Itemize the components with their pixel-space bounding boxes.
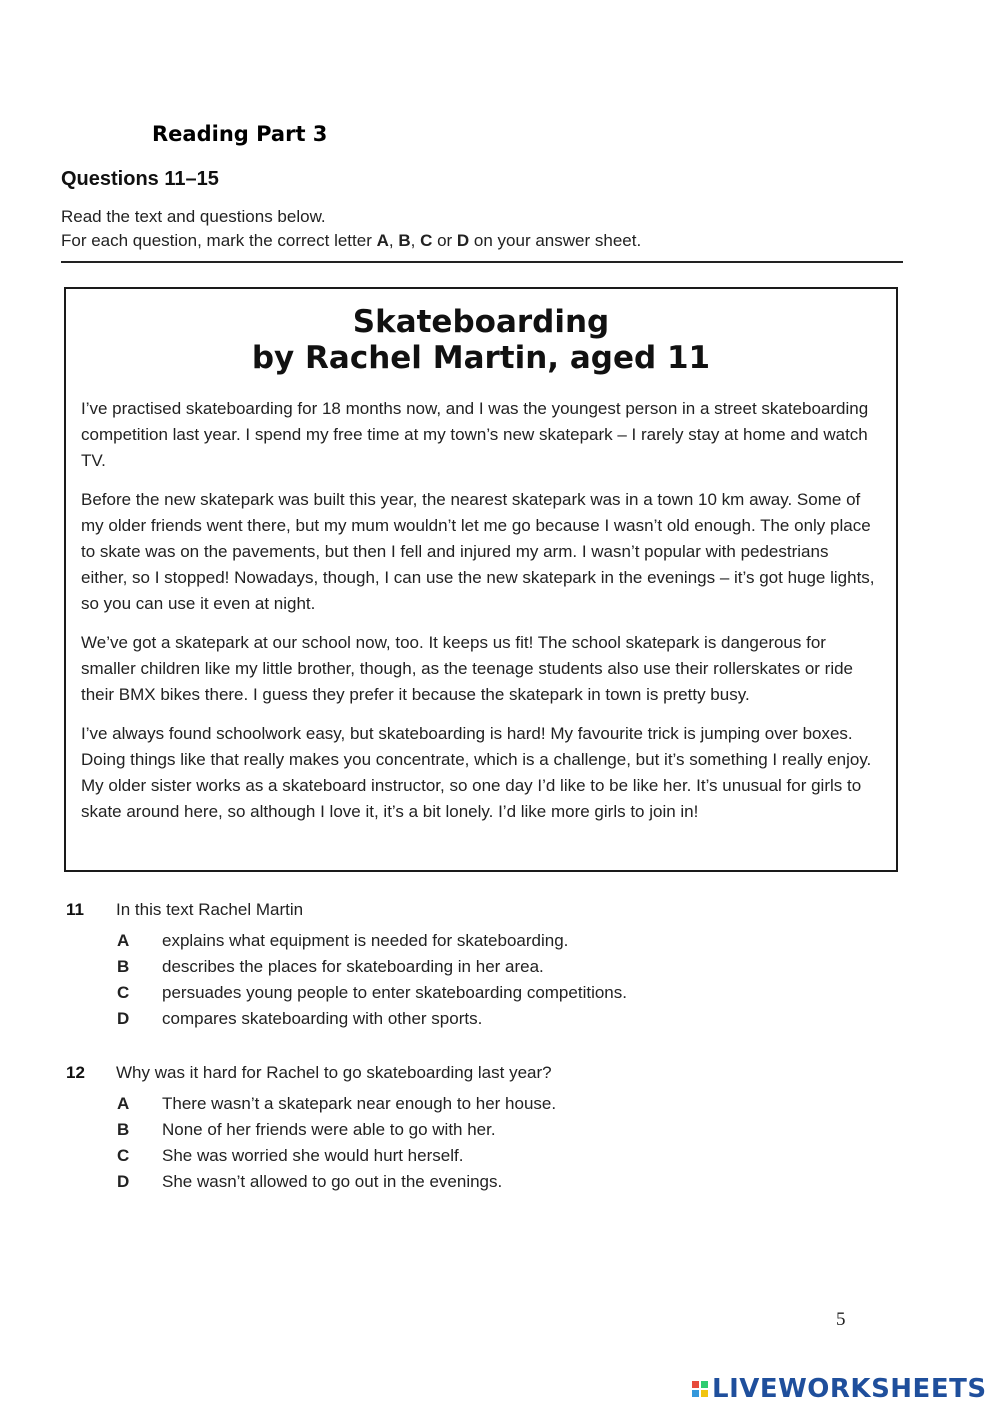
answer-option-a[interactable]	[117, 1091, 866, 1117]
passage-body	[66, 376, 896, 825]
question-header	[66, 900, 866, 920]
instruction-suffix: on your answer sheet.	[469, 231, 642, 250]
brand-name: LIVEWORKSHEETS	[712, 1374, 987, 1404]
logo-square	[701, 1390, 708, 1397]
part-title: Reading Part 3	[152, 122, 328, 146]
separator: ,	[410, 231, 421, 250]
option-text: persuades young people to enter skateboarding competitions.	[162, 983, 627, 1002]
passage-title	[66, 304, 896, 376]
instruction-prefix: For each question, mark the correct letter	[61, 231, 377, 250]
letter-d: D	[456, 231, 470, 250]
option-letter: C	[117, 983, 130, 1002]
question-text: Why was it hard for Rachel to go skateboarding last year?	[116, 1063, 552, 1082]
passage-paragraph: Before the new skatepark was built this year, the nearest skatepark was in a town 10 km away. Some of my older friends went there, but my mum wouldn’t let me go because I wasn’t old enough. The only place to skate was on the pavements, but then I fell and injured my arm. I wasn’t popular with pedestrians either, so I stopped! Nowadays, though, I can use the new skatepark in the evenings – it’s got huge lights, so you can use it even at night.	[81, 490, 875, 613]
option-text: She wasn’t allowed to go out in the evenings.	[162, 1172, 503, 1191]
answer-option-c[interactable]	[117, 980, 866, 1006]
questions-range-heading: Questions 11–15	[61, 168, 219, 190]
logo-square	[692, 1390, 699, 1397]
answer-option-c[interactable]	[117, 1143, 866, 1169]
letter-b: B	[398, 231, 411, 250]
option-letter: B	[117, 1120, 130, 1139]
liveworksheets-logo-icon	[692, 1381, 708, 1397]
question-11	[66, 900, 866, 1032]
liveworksheets-brand[interactable]	[692, 1374, 987, 1404]
question-number: 11	[66, 900, 84, 919]
logo-square	[701, 1381, 708, 1388]
passage-paragraph: We’ve got a skatepark at our school now, too. It keeps us fit! The school skatepark is dangerous for smaller children like my little brother, though, as the teenage students also use their rollerskates or ride their BMX bikes there. I guess they prefer it because the skatepark in town is pretty busy.	[81, 633, 854, 704]
answer-option-b[interactable]	[117, 1117, 866, 1143]
answer-options	[117, 1091, 866, 1195]
option-text: None of her friends were able to go with her.	[162, 1120, 496, 1139]
instruction-line-2	[61, 231, 641, 251]
divider-rule	[61, 261, 903, 263]
or-word: or	[432, 231, 457, 250]
passage-box	[64, 287, 898, 872]
passage-title-line-1: Skateboarding	[352, 304, 610, 340]
question-12	[66, 1063, 866, 1195]
answer-options	[117, 928, 866, 1032]
question-number: 12	[66, 1063, 85, 1082]
option-letter: D	[117, 1172, 130, 1191]
option-letter: A	[117, 931, 130, 950]
letter-c: C	[420, 231, 433, 250]
option-text: There wasn’t a skatepark near enough to her house.	[162, 1094, 557, 1113]
option-letter: B	[117, 957, 130, 976]
option-text: explains what equipment is needed for skateboarding.	[162, 931, 569, 950]
option-text: describes the places for skateboarding in her area.	[162, 957, 544, 976]
question-text: In this text Rachel Martin	[116, 900, 304, 919]
option-text: compares skateboarding with other sports.	[162, 1009, 483, 1028]
answer-option-d[interactable]	[117, 1169, 866, 1195]
option-letter: C	[117, 1146, 130, 1165]
passage-title-line-2: by Rachel Martin, aged 11	[251, 340, 711, 376]
option-letter: A	[117, 1094, 130, 1113]
option-text: She was worried she would hurt herself.	[162, 1146, 464, 1165]
passage-paragraph: I’ve practised skateboarding for 18 months now, and I was the youngest person in a street skateboarding competition last year. I spend my free time at my town’s new skatepark – I rarely stay at home and watch TV.	[81, 399, 869, 470]
answer-option-d[interactable]	[117, 1006, 866, 1032]
option-letter: D	[117, 1009, 130, 1028]
answer-option-a[interactable]	[117, 928, 866, 954]
instruction-line-1: Read the text and questions below.	[61, 207, 326, 226]
question-header	[66, 1063, 866, 1083]
passage-paragraph: I’ve always found schoolwork easy, but skateboarding is hard! My favourite trick is jumping over boxes. Doing things like that really makes you concentrate, which is a challenge, but it’s something I really enjoy. My older sister works as a skateboard instructor, so one day I’d like to be like her. It’s unusual for girls to skate around here, so although I love it, it’s a bit lonely. I’d like more girls to join in!	[81, 724, 872, 821]
page-number: 5	[836, 1309, 846, 1330]
logo-square	[692, 1381, 699, 1388]
letter-a: A	[376, 231, 389, 250]
answer-option-b[interactable]	[117, 954, 866, 980]
separator: ,	[388, 231, 399, 250]
